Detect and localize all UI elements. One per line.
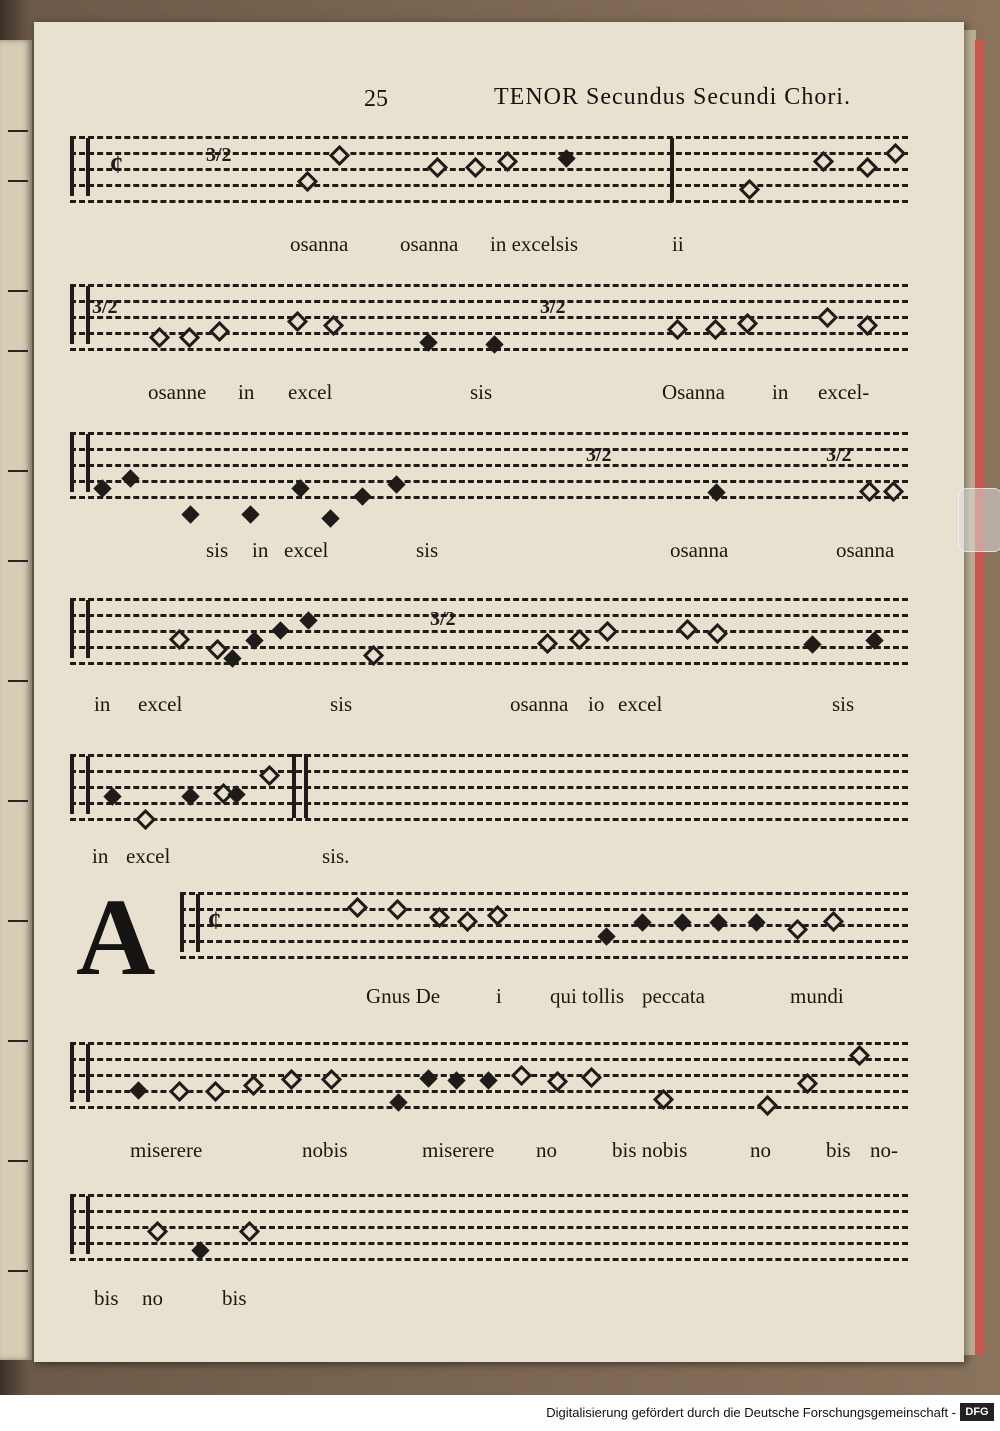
note-icon: [705, 319, 726, 340]
lyric-syllable: bis: [94, 1286, 119, 1310]
lyric-syllable: sis: [832, 692, 855, 716]
decorated-initial: A: [76, 876, 156, 998]
music-page: [34, 22, 964, 1362]
proportion-sign-icon: 3/2: [826, 444, 852, 466]
proportion-sign-icon: 3/2: [206, 144, 232, 166]
barline: [670, 138, 674, 202]
lyric-syllable: excel-: [818, 380, 870, 404]
lyric-syllable: no: [750, 1138, 771, 1162]
note-icon: [281, 1069, 302, 1090]
lyric-syllable: in: [92, 844, 109, 868]
note-icon: [297, 171, 318, 192]
lyric-syllable: excel: [284, 538, 329, 562]
page-clip: [958, 488, 1000, 552]
mensuration-sign-icon: ¢: [110, 150, 123, 179]
note-icon: [747, 913, 765, 931]
proportion-sign-icon: 3/2: [540, 296, 566, 318]
lyric-syllable: osanna: [836, 538, 895, 562]
lyric-syllable: osanna: [290, 232, 349, 256]
note-icon: [633, 913, 651, 931]
lyric-syllable: i: [496, 984, 502, 1008]
lyric-syllable: in: [252, 538, 269, 562]
note-icon: [667, 319, 688, 340]
note-icon: [209, 321, 230, 342]
note-icon: [739, 179, 760, 200]
note-icon: [271, 621, 289, 639]
note-icon: [885, 143, 906, 164]
lyrics-line-2: [70, 380, 930, 410]
note-icon: [677, 619, 698, 640]
lyric-syllable: no-: [870, 1138, 898, 1162]
lyric-syllable: sis: [470, 380, 493, 404]
lyrics-line-8: [70, 1286, 930, 1316]
red-page-edge: [975, 40, 985, 1355]
lyric-syllable: Osanna: [662, 380, 725, 404]
lyric-syllable: osanne: [148, 380, 207, 404]
c-clef-icon: [70, 138, 90, 196]
note-icon: [241, 505, 259, 523]
running-title: TENOR Secundus Secundi Chori.: [494, 84, 851, 110]
note-icon: [757, 1095, 778, 1116]
note-icon: [147, 1221, 168, 1242]
lyric-syllable: miserere: [422, 1138, 495, 1162]
lyric-syllable: nobis: [302, 1138, 348, 1162]
c-clef-icon: [70, 600, 90, 658]
lyric-syllable: bis: [222, 1286, 247, 1310]
note-icon: [427, 157, 448, 178]
facing-page-edge: [0, 40, 32, 1360]
c-clef-icon: [180, 894, 200, 952]
proportion-sign-icon: 3/2: [430, 608, 456, 630]
note-icon: [287, 311, 308, 332]
note-icon: [419, 1069, 437, 1087]
note-icon: [205, 1081, 226, 1102]
lyric-syllable: tollis: [582, 984, 625, 1008]
lyric-syllable: osanna: [400, 232, 459, 256]
note-icon: [787, 919, 808, 940]
note-icon: [135, 809, 156, 830]
lyric-syllable: sis: [330, 692, 353, 716]
lyric-syllable: mundi: [790, 984, 844, 1008]
footer-bar: [0, 1395, 1000, 1431]
lyric-syllable: ii: [672, 232, 684, 256]
page-number: 25: [364, 86, 388, 112]
note-icon: [511, 1065, 532, 1086]
lyrics-line-6: [70, 984, 930, 1014]
note-icon: [259, 765, 280, 786]
note-icon: [181, 505, 199, 523]
note-icon: [817, 307, 838, 328]
note-icon: [803, 635, 821, 653]
note-icon: [387, 899, 408, 920]
lyrics-line-4: [70, 692, 930, 722]
lyric-syllable: in excelsis: [490, 232, 579, 256]
funding-notice: Digitalisierung gefördert durch die Deutsche Forschungsgemeinschaft -: [546, 1405, 956, 1420]
note-icon: [857, 157, 878, 178]
lyric-syllable: sis: [416, 538, 439, 562]
lyric-syllable: in: [238, 380, 255, 404]
page-block-edge: [962, 30, 976, 1355]
final-barline: [304, 754, 308, 818]
c-clef-icon: [70, 434, 90, 492]
c-clef-icon: [70, 756, 90, 814]
note-icon: [597, 621, 618, 642]
lyric-syllable: osanna: [510, 692, 569, 716]
lyric-syllable: peccata: [642, 984, 705, 1008]
note-icon: [387, 475, 405, 493]
final-barline: [292, 754, 296, 818]
note-icon: [353, 487, 371, 505]
proportion-sign-icon: 3/2: [92, 296, 118, 318]
lyrics-line-3: [70, 538, 930, 568]
note-icon: [849, 1045, 870, 1066]
proportion-sign-icon: 3/2: [586, 444, 612, 466]
note-icon: [329, 145, 350, 166]
note-icon: [121, 469, 139, 487]
note-icon: [169, 1081, 190, 1102]
lyric-syllable: excel: [126, 844, 171, 868]
lyric-syllable: no: [536, 1138, 557, 1162]
mensuration-sign-icon: ¢: [208, 906, 221, 935]
note-icon: [823, 911, 844, 932]
lyrics-line-5: [70, 844, 930, 874]
staff-8: [70, 1188, 908, 1266]
lyric-syllable: in: [772, 380, 789, 404]
staff-2: [70, 278, 908, 356]
note-icon: [129, 1081, 147, 1099]
lyric-syllable: bis nobis: [612, 1138, 688, 1162]
lyric-syllable: excel: [288, 380, 333, 404]
note-icon: [321, 509, 339, 527]
lyric-syllable: io: [588, 692, 605, 716]
note-icon: [709, 913, 727, 931]
c-clef-icon: [70, 286, 90, 344]
staff-4: [70, 592, 908, 670]
note-icon: [179, 327, 200, 348]
c-clef-icon: [70, 1044, 90, 1102]
page-header: [34, 82, 964, 122]
note-icon: [457, 911, 478, 932]
lyric-syllable: sis: [206, 538, 229, 562]
note-icon: [707, 623, 728, 644]
note-icon: [465, 157, 486, 178]
lyrics-line-7: [70, 1138, 930, 1168]
note-icon: [537, 633, 558, 654]
lyrics-line-1: [70, 232, 930, 262]
lyric-syllable: miserere: [130, 1138, 203, 1162]
dfg-logo-icon: DFG: [960, 1403, 994, 1421]
staff-6: [180, 886, 908, 964]
note-icon: [149, 327, 170, 348]
lyric-syllable: qui: [550, 984, 577, 1008]
lyric-syllable: Gnus De: [366, 984, 441, 1008]
staff-3: [70, 426, 908, 504]
staff-1: [70, 130, 908, 208]
note-icon: [347, 897, 368, 918]
lyric-syllable: excel: [618, 692, 663, 716]
lyric-syllable: no: [142, 1286, 163, 1310]
c-clef-icon: [70, 1196, 90, 1254]
staff-7: [70, 1036, 908, 1114]
lyric-syllable: sis.: [322, 844, 350, 868]
note-icon: [321, 1069, 342, 1090]
lyric-syllable: osanna: [670, 538, 729, 562]
note-icon: [673, 913, 691, 931]
staff-5: [70, 748, 908, 826]
lyric-syllable: in: [94, 692, 111, 716]
lyric-syllable: excel: [138, 692, 183, 716]
note-icon: [581, 1067, 602, 1088]
note-icon: [239, 1221, 260, 1242]
lyric-syllable: bis: [826, 1138, 851, 1162]
